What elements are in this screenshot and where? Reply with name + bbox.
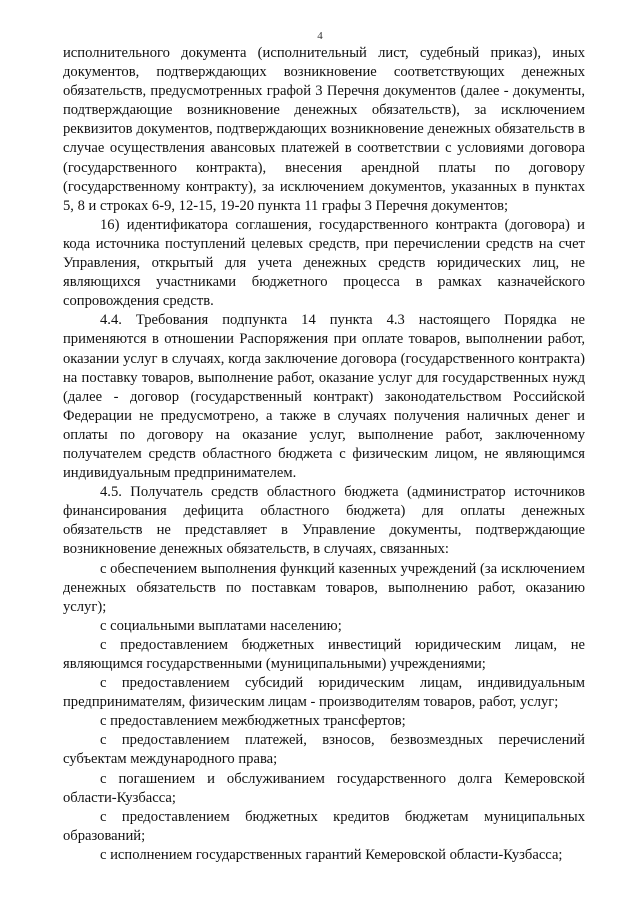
- paragraph-4-5: 4.5. Получатель средств областного бюджета (администратор источников финансирования дефицита областного бюджета) для оплаты денежных обязательств не представляет в Управление документы, подтверждающие возникновение денежных обязательств, в случаях, связанных:: [63, 484, 585, 558]
- list-item-government-institutions: с обеспечением выполнения функций казенных учреждений (за исключением денежных обязательств по поставкам товаров, выполнению работ, оказанию услуг);: [63, 560, 585, 615]
- list-item-interbudget-transfers: с предоставлением межбюджетных трансфертов;: [100, 713, 406, 730]
- list-item-state-guarantees: с исполнением государственных гарантий Кемеровской области-Кузбасса;: [100, 846, 563, 863]
- list-item-social-payments: с социальными выплатами населению;: [100, 617, 342, 634]
- list-item-budget-investments: с предоставлением бюджетных инвестиций юридическим лицам, не являющимся государственными (муниципальными) учреждениями;: [63, 636, 585, 672]
- list-item-state-debt: с погашением и обслуживанием государственного долга Кемеровской области-Кузбасса;: [63, 770, 585, 806]
- list-item-international-payments: с предоставлением платежей, взносов, безвозмездных перечислений субъектам международного права;: [63, 732, 585, 768]
- paragraph-continuation: исполнительного документа (исполнительный лист, судебный приказ), иных документов, подтверждающих возникновение соответствующих денежных обязательств, предусмотренных графой 3 Перечня документов (далее - документы, подтверждающие возникновение денежных обязательств), за исключением реквизитов документов, подтверждающих возникновение денежных обязательств в случае осуществления авансовых платежей в соответствии с условиями договора (государственного контракта), внесения арендной платы по договору (государственному контракту), за исключением документов, указанных в пунктах 5, 8 и строках 6-9, 12-15, 19-20 пункта 11 графы 3 Перечня документов;: [63, 45, 585, 214]
- paragraph-4-4: 4.4. Требования подпункта 14 пункта 4.3 настоящего Порядка не применяются в отношении Распоряжения при оплате товаров, выполнении работ, оказании услуг в случаях, когда заключение договора (государственного контракта) на поставку товаров, выполнение работ, оказание услуг для государственных нужд (далее - договор (государственный контракт) законодательством Российской Федерации не предусмотрено, а также в случаях получения наличных денег и оплаты по договору на оказание услуг, выполнение работ, заключенному получателем средств областного бюджета с физическим лицом, не являющимся индивидуальным предпринимателем.: [63, 312, 585, 482]
- page-number: 4: [317, 30, 323, 42]
- paragraph-item-16: 16) идентификатора соглашения, государственного контракта (договора) и кода источника поступлений целевых средств, при перечислении средств на счет Управления, открытый для учета денежных средств юридических лиц, не являющихся участниками бюджетного процесса в рамках казначейского сопровождения средств.: [63, 216, 585, 310]
- document-body: [63, 44, 585, 865]
- list-item-budget-credits: с предоставлением бюджетных кредитов бюджетам муниципальных образований;: [63, 808, 585, 844]
- list-item-subsidies: с предоставлением субсидий юридическим лицам, индивидуальным предпринимателям, физическим лицам - производителям товаров, работ, услуг;: [63, 675, 585, 711]
